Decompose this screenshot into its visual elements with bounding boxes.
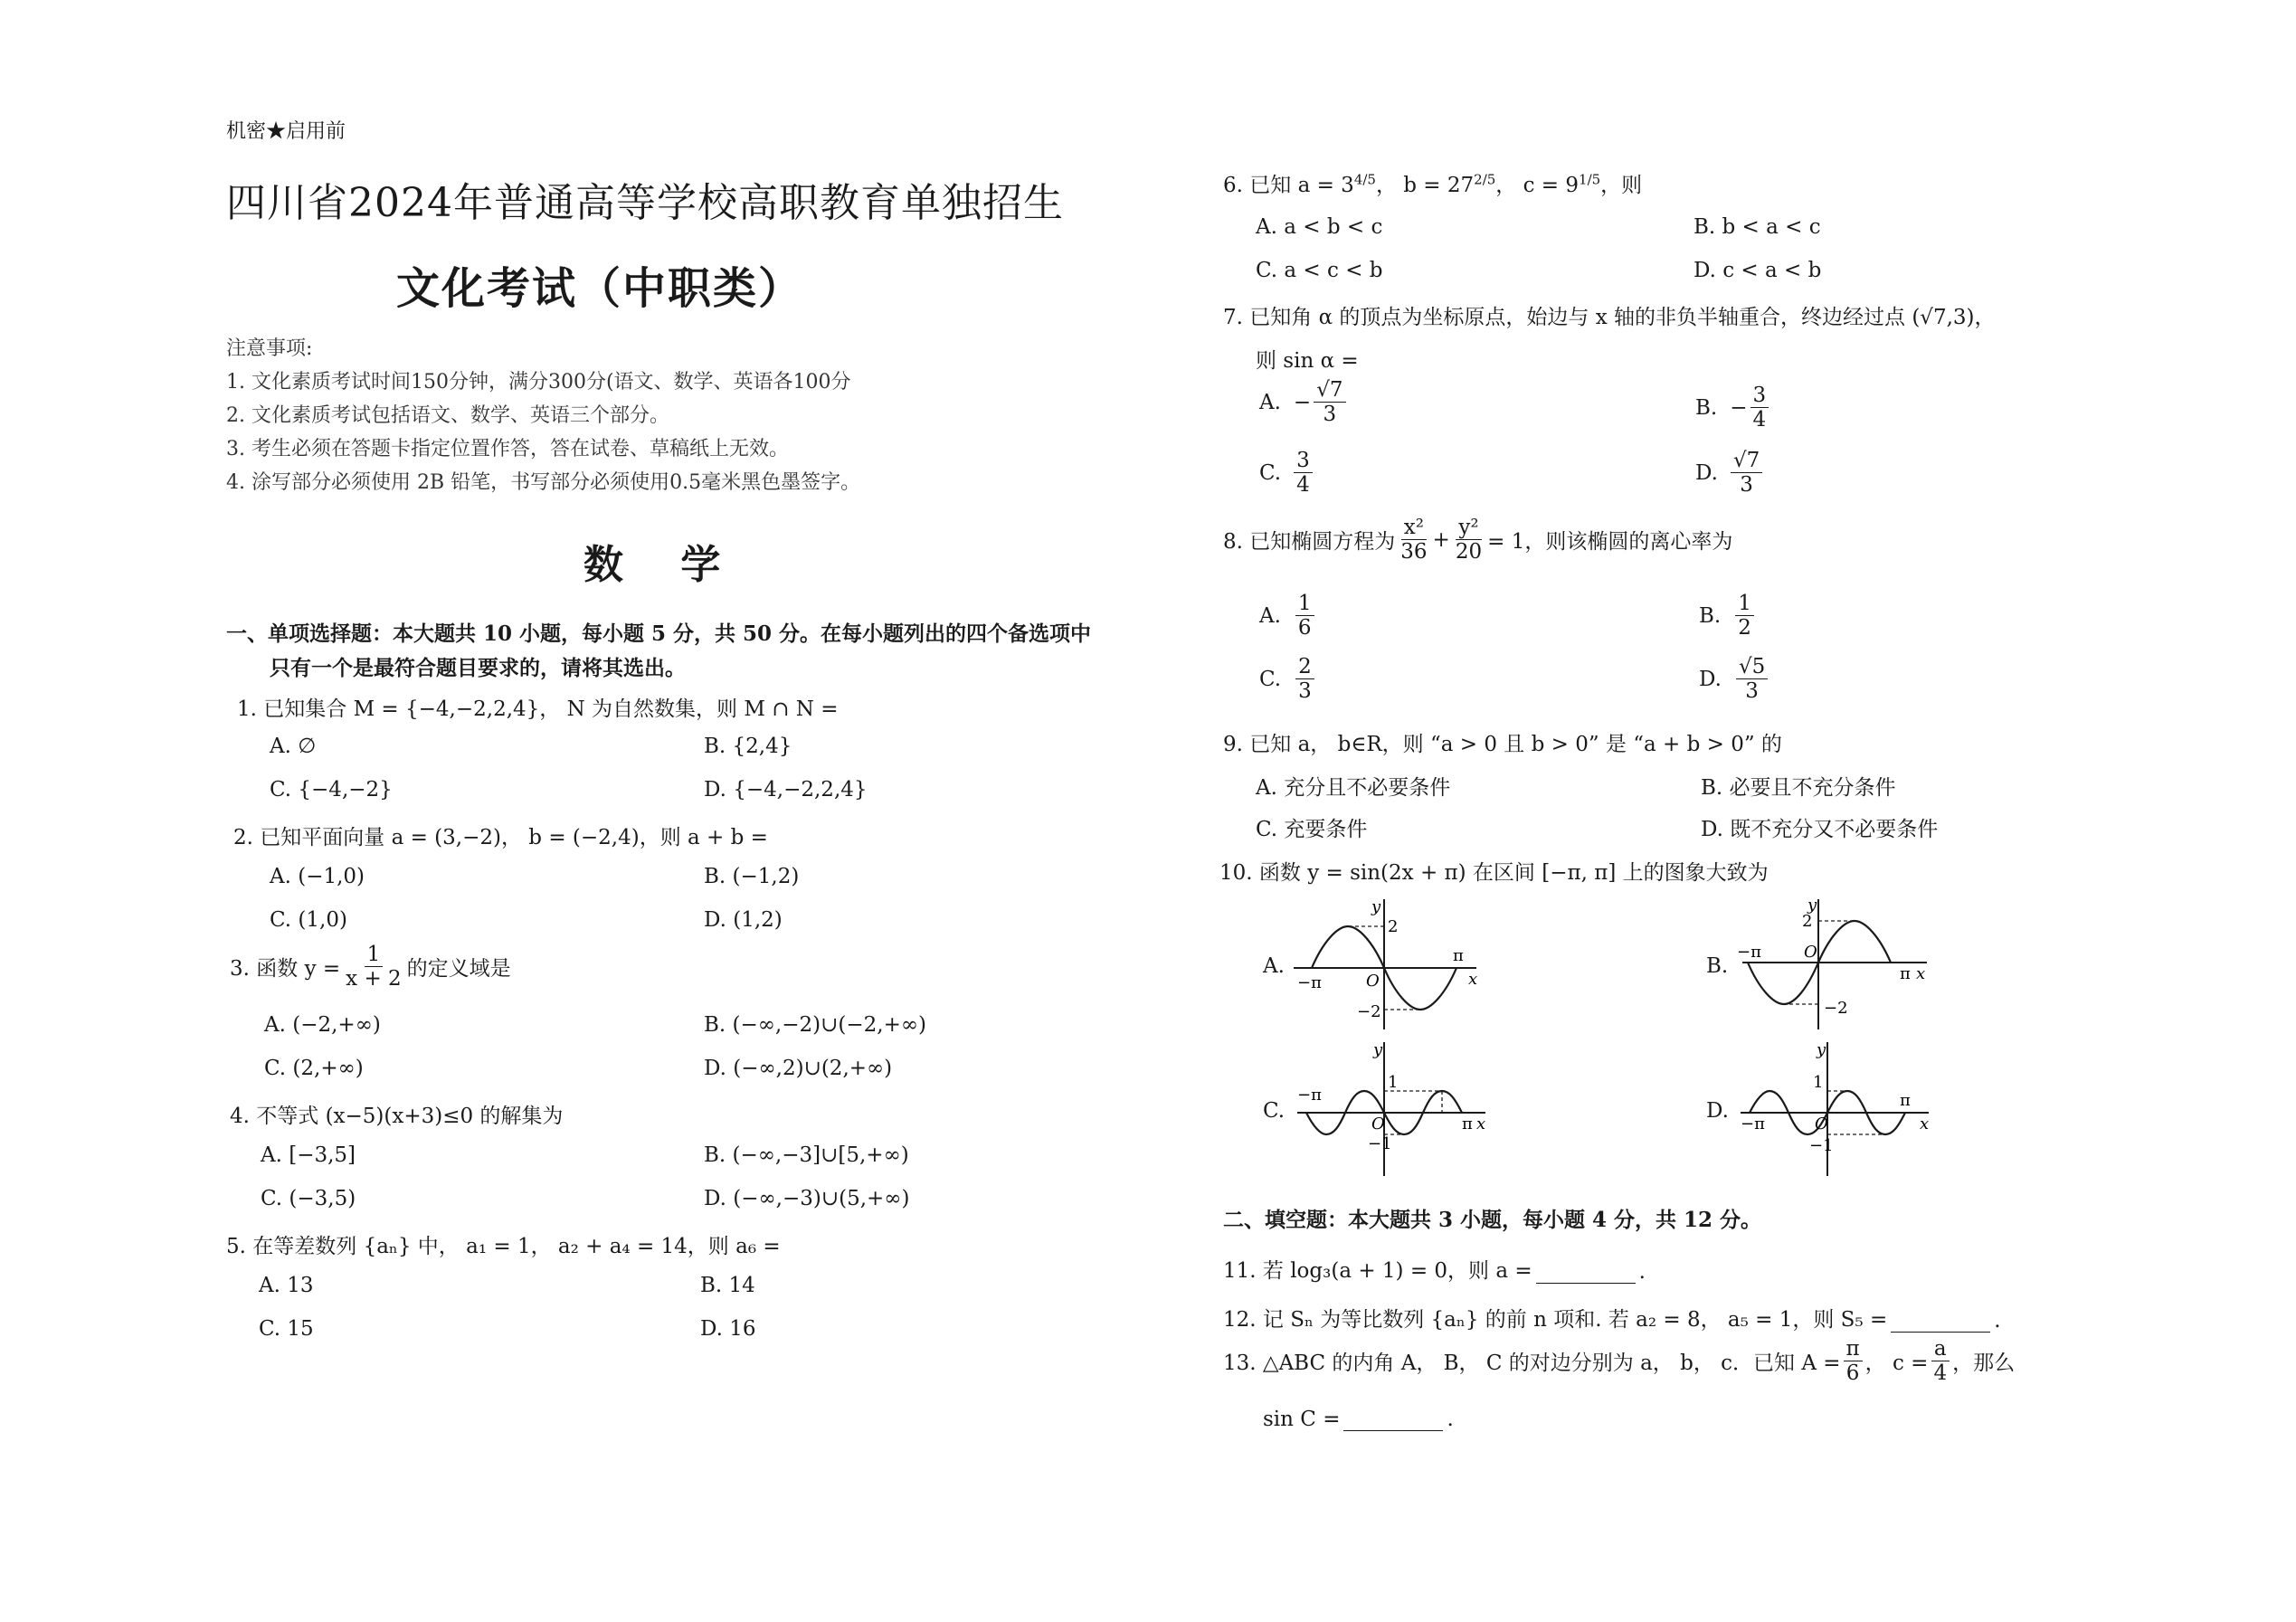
q8-option-a-label: A. (1259, 603, 1281, 628)
q6-option-c: C. a < c < b (1256, 259, 1383, 282)
q5-option-a: A. 13 (259, 1274, 314, 1297)
q11-answer-blank[interactable] (1536, 1265, 1636, 1284)
q8-plus: + (1432, 527, 1450, 552)
q6-stem-post: ，则 (1600, 174, 1643, 197)
q13-answer-blank[interactable] (1343, 1412, 1443, 1431)
q1-option-d: D. {−4,−2,2,4} (704, 778, 868, 802)
tick-min: −1 (1368, 1134, 1392, 1153)
origin-label: O (1371, 1115, 1385, 1134)
q6-option-d: D. c < a < b (1694, 259, 1822, 282)
q3-option-a: A. (−2,+∞) (264, 1013, 381, 1037)
axis-x-label: x (1920, 1115, 1930, 1134)
q8-option-c-den: 3 (1298, 679, 1312, 704)
q5-option-b: B. 14 (700, 1274, 755, 1297)
question-10-stem: 10. 函数 y = sin(2x + π) 在区间 [−π, π] 上的图象大致为 (1219, 861, 1769, 885)
q8-option-b-label: B. (1699, 603, 1722, 628)
question-7-stem-line2: 则 sin α = (1256, 349, 1359, 373)
q7-option-a-den: 3 (1323, 403, 1337, 427)
q12-stem-post: . (1994, 1309, 2001, 1333)
tick-max: 2 (1802, 912, 1813, 931)
axis-x-label: x (1468, 970, 1478, 989)
q13-stem-post: ，那么 (1952, 1352, 2016, 1376)
question-11-stem (1223, 1254, 1646, 1284)
q3-fraction (343, 943, 404, 991)
q13-fraction-a-den: 6 (1845, 1361, 1860, 1386)
q8-option-c-num: 2 (1295, 655, 1314, 679)
q8-option-a (1259, 592, 1317, 640)
question-12-stem (1223, 1303, 2001, 1333)
q5-option-c: C. 15 (259, 1317, 314, 1341)
axis-y-label: y (1817, 1040, 1826, 1059)
q13-line2-pre: sin C = (1263, 1408, 1341, 1431)
q8-option-b-num: 1 (1735, 592, 1754, 616)
question-1-stem: 1. 已知集合 M = {−4,−2,2,4}， N 为自然数集，则 M ∩ N = (237, 697, 839, 721)
exam-subtitle: 文化考试（中职类） (396, 263, 804, 314)
origin-label: O (1804, 943, 1817, 962)
tick-neg-pi: −π (1737, 943, 1761, 962)
q3-stem-post: 的定义域是 (406, 957, 511, 982)
q8-stem-post: = 1，则该椭圆的离心率为 (1487, 530, 1733, 555)
tick-pi: π (1462, 1115, 1473, 1134)
q12-stem-pre: 12. 记 Sₙ 为等比数列 {aₙ} 的前 n 项和. 若 a₂ = 8， a₅ = 1，则 S₅ = (1223, 1308, 1888, 1332)
q8-option-d-label: D. (1699, 667, 1722, 691)
q6-option-b: B. b < a < c (1694, 215, 1821, 239)
q6-exponent-b: 2/5 (1474, 171, 1496, 188)
note-item: 4. 涂写部分必须使用 2B 铅笔，书写部分必须使用0.5毫米黑色墨签字。 (226, 471, 861, 494)
q10-option-b-label: B. (1706, 954, 1729, 978)
q4-option-b: B. (−∞,−3]∪[5,+∞) (704, 1143, 909, 1167)
q8-option-d-fraction (1736, 655, 1768, 704)
q8-option-b-den: 2 (1738, 616, 1751, 640)
q8-option-d-num: √5 (1736, 655, 1768, 679)
q8-option-c-label: C. (1259, 667, 1282, 691)
q13-fraction-a-num: π (1844, 1337, 1863, 1361)
q8-option-d-den: 3 (1745, 679, 1759, 704)
axis-y-label: y (1807, 896, 1817, 915)
q9-option-a: A. 充分且不必要条件 (1256, 776, 1451, 800)
q7-option-d-fraction (1731, 449, 1762, 498)
q13-fraction-a (1844, 1337, 1863, 1386)
q3-fraction-den: x + 2 (346, 967, 402, 991)
q8-option-a-fraction (1295, 592, 1314, 640)
tick-pi: π (1900, 964, 1911, 983)
q8-option-c-fraction (1295, 655, 1314, 704)
q11-stem-post: . (1638, 1260, 1646, 1284)
q11-stem-pre: 11. 若 log₃(a + 1) = 0，则 a = (1223, 1259, 1532, 1283)
q10-option-c-label: C. (1263, 1099, 1286, 1123)
q7-option-d-label: D. (1695, 460, 1718, 485)
q10-option-a-label: A. (1263, 954, 1285, 978)
origin-label: O (1366, 972, 1380, 991)
q13-line2-post: . (1447, 1408, 1454, 1431)
q2-option-b: B. (−1,2) (704, 865, 800, 888)
origin-label: O (1815, 1115, 1828, 1134)
q10-graph-b (1735, 896, 1934, 1031)
subject-title: 数 学 (583, 542, 743, 588)
q6-option-a: A. a < b < c (1256, 215, 1383, 239)
tick-min: −2 (1824, 999, 1848, 1018)
q7-option-c-fraction (1294, 449, 1313, 498)
q7-option-c-num: 3 (1294, 449, 1313, 473)
q1-option-b: B. {2,4} (704, 735, 792, 758)
axis-x-label: x (1916, 964, 1926, 983)
q6-exponent-a: 4/5 (1353, 171, 1376, 188)
q13-stem-mid: ， c = (1864, 1352, 1929, 1376)
q8-fraction-y-den: 20 (1455, 540, 1483, 564)
tick-neg-pi: −π (1741, 1115, 1765, 1134)
note-item: 2. 文化素质考试包括语文、数学、英语三个部分。 (226, 404, 669, 427)
q10-graph-c (1294, 1040, 1493, 1176)
q7-option-a-label: A. (1259, 390, 1281, 414)
q6-stem-b: ， b = 27 (1375, 174, 1475, 197)
q8-option-a-den: 6 (1297, 616, 1312, 640)
q9-option-b: B. 必要且不充分条件 (1701, 776, 1896, 800)
tick-neg-pi: −π (1297, 973, 1322, 992)
axis-y-label: y (1373, 1040, 1383, 1059)
q12-answer-blank[interactable] (1891, 1314, 1990, 1333)
q8-fraction-y (1453, 516, 1485, 564)
question-9-stem: 9. 已知 a， b∈R，则 “a > 0 且 b > 0” 是 “a + b > 0” 的 (1223, 733, 1782, 756)
q7-option-b-num: 3 (1750, 384, 1769, 408)
q10-graph-a (1285, 896, 1484, 1031)
q9-option-d: D. 既不充分又不必要条件 (1701, 818, 1939, 841)
question-8-stem (1223, 516, 1732, 564)
axis-x-label: x (1476, 1115, 1486, 1134)
q7-option-d (1695, 449, 1765, 498)
q7-option-d-den: 3 (1740, 473, 1753, 498)
q8-fraction-x-den: 36 (1400, 540, 1428, 564)
q4-option-a: A. [−3,5] (261, 1143, 356, 1167)
q7-option-b-sign: − (1730, 395, 1748, 420)
question-7-stem: 7. 已知角 α 的顶点为坐标原点，始边与 x 轴的非负半轴重合，终边经过点 (√7,3)， (1223, 306, 1996, 329)
q7-option-d-num: √7 (1731, 449, 1762, 473)
q4-option-d: D. (−∞,−3)∪(5,+∞) (704, 1187, 910, 1210)
q3-option-b: B. (−∞,−2)∪(−2,+∞) (704, 1013, 926, 1037)
q7-option-c-den: 4 (1296, 473, 1310, 498)
q7-option-a (1259, 378, 1349, 427)
tick-neg-pi: −π (1297, 1086, 1322, 1105)
question-3-stem (230, 943, 511, 991)
section2-heading: 二、填空题：本大题共 3 小题，每小题 4 分，共 12 分。 (1223, 1208, 1762, 1232)
q4-option-c: C. (−3,5) (261, 1187, 356, 1210)
axis-y-label: y (1371, 897, 1381, 916)
q7-option-a-fraction (1314, 378, 1345, 427)
q3-option-c: C. (2,+∞) (264, 1057, 364, 1080)
q1-option-c: C. {−4,−2} (270, 778, 393, 802)
q3-option-d: D. (−∞,2)∪(2,+∞) (704, 1057, 893, 1080)
q13-stem-pre: 13. △ABC 的内角 A， B， C 的对边分别为 a， b， c．已知 A = (1223, 1352, 1841, 1376)
tick-max: 1 (1388, 1073, 1399, 1092)
q8-option-d (1699, 655, 1770, 704)
q13-fraction-c-num: a (1931, 1337, 1950, 1361)
q6-exponent-c: 1/5 (1579, 171, 1601, 188)
confidential-label: 机密★启用前 (226, 120, 346, 143)
q8-fraction-y-num: y² (1456, 516, 1481, 540)
q2-option-d: D. (1,2) (704, 908, 783, 932)
q6-stem-c: ， c = 9 (1495, 174, 1580, 197)
tick-max: 1 (1813, 1073, 1824, 1092)
q7-option-a-num: √7 (1314, 378, 1345, 403)
q8-stem-pre: 8. 已知椭圆方程为 (1223, 530, 1396, 555)
q2-option-c: C. (1,0) (270, 908, 347, 932)
q13-fraction-c (1931, 1337, 1950, 1386)
section1-instruction: 只有一个是最符合题目要求的，请将其选出。 (270, 656, 686, 680)
question-2-stem: 2. 已知平面向量 a = (3,−2)， b = (−2,4)，则 a + b = (233, 826, 768, 849)
q8-fraction-x (1398, 516, 1429, 564)
q7-option-b-den: 4 (1752, 408, 1767, 432)
note-item: 1. 文化素质考试时间150分钟，满分300分(语文、数学、英语各100分 (226, 371, 851, 394)
q13-fraction-c-den: 4 (1933, 1361, 1948, 1386)
q8-option-a-num: 1 (1295, 592, 1314, 616)
question-6-stem (1223, 168, 1642, 198)
q8-option-b-fraction (1735, 592, 1754, 640)
q7-option-c-label: C. (1259, 460, 1282, 485)
question-4-stem: 4. 不等式 (x−5)(x+3)≤0 的解集为 (230, 1105, 564, 1128)
q8-option-c (1259, 655, 1317, 704)
q5-option-d: D. 16 (700, 1317, 756, 1341)
q10-graph-d (1737, 1040, 1936, 1176)
question-13-stem (1223, 1337, 2015, 1386)
q3-stem-pre: 3. 函数 y = (230, 957, 341, 982)
q9-option-c: C. 充要条件 (1256, 818, 1368, 841)
tick-pi: π (1900, 1091, 1911, 1110)
q7-option-a-sign: − (1293, 390, 1312, 414)
q2-option-a: A. (−1,0) (270, 865, 365, 888)
q8-option-b (1699, 592, 1757, 640)
tick-min: −2 (1357, 1002, 1381, 1021)
q7-option-b-fraction (1750, 384, 1769, 432)
q7-option-b (1695, 384, 1771, 432)
q10-option-d-label: D. (1706, 1099, 1729, 1123)
q3-fraction-num: 1 (365, 943, 384, 967)
tick-min: −1 (1809, 1136, 1834, 1155)
exam-title: 四川省2024年普通高等学校高职教育单独招生 (226, 180, 1064, 226)
note-item: 3. 考生必须在答题卡指定位置作答，答在试卷、草稿纸上无效。 (226, 438, 789, 460)
section1-heading: 一、单项选择题：本大题共 10 小题，每小题 5 分，共 50 分。在每小题列出的四个备选项中 (226, 621, 1092, 646)
notes-heading: 注意事项: (226, 337, 313, 360)
q7-option-c (1259, 449, 1315, 498)
q7-option-b-label: B. (1695, 395, 1718, 420)
q6-stem-a: 6. 已知 a = 3 (1223, 174, 1354, 197)
tick-max: 2 (1388, 917, 1399, 936)
question-13-line2 (1263, 1408, 1454, 1431)
question-5-stem: 5. 在等差数列 {aₙ} 中， a₁ = 1， a₂ + a₄ = 14，则 a₆ = (226, 1235, 781, 1258)
q8-fraction-x-num: x² (1401, 516, 1427, 540)
tick-pi: π (1453, 946, 1464, 965)
q1-option-a: A. ∅ (270, 735, 317, 758)
